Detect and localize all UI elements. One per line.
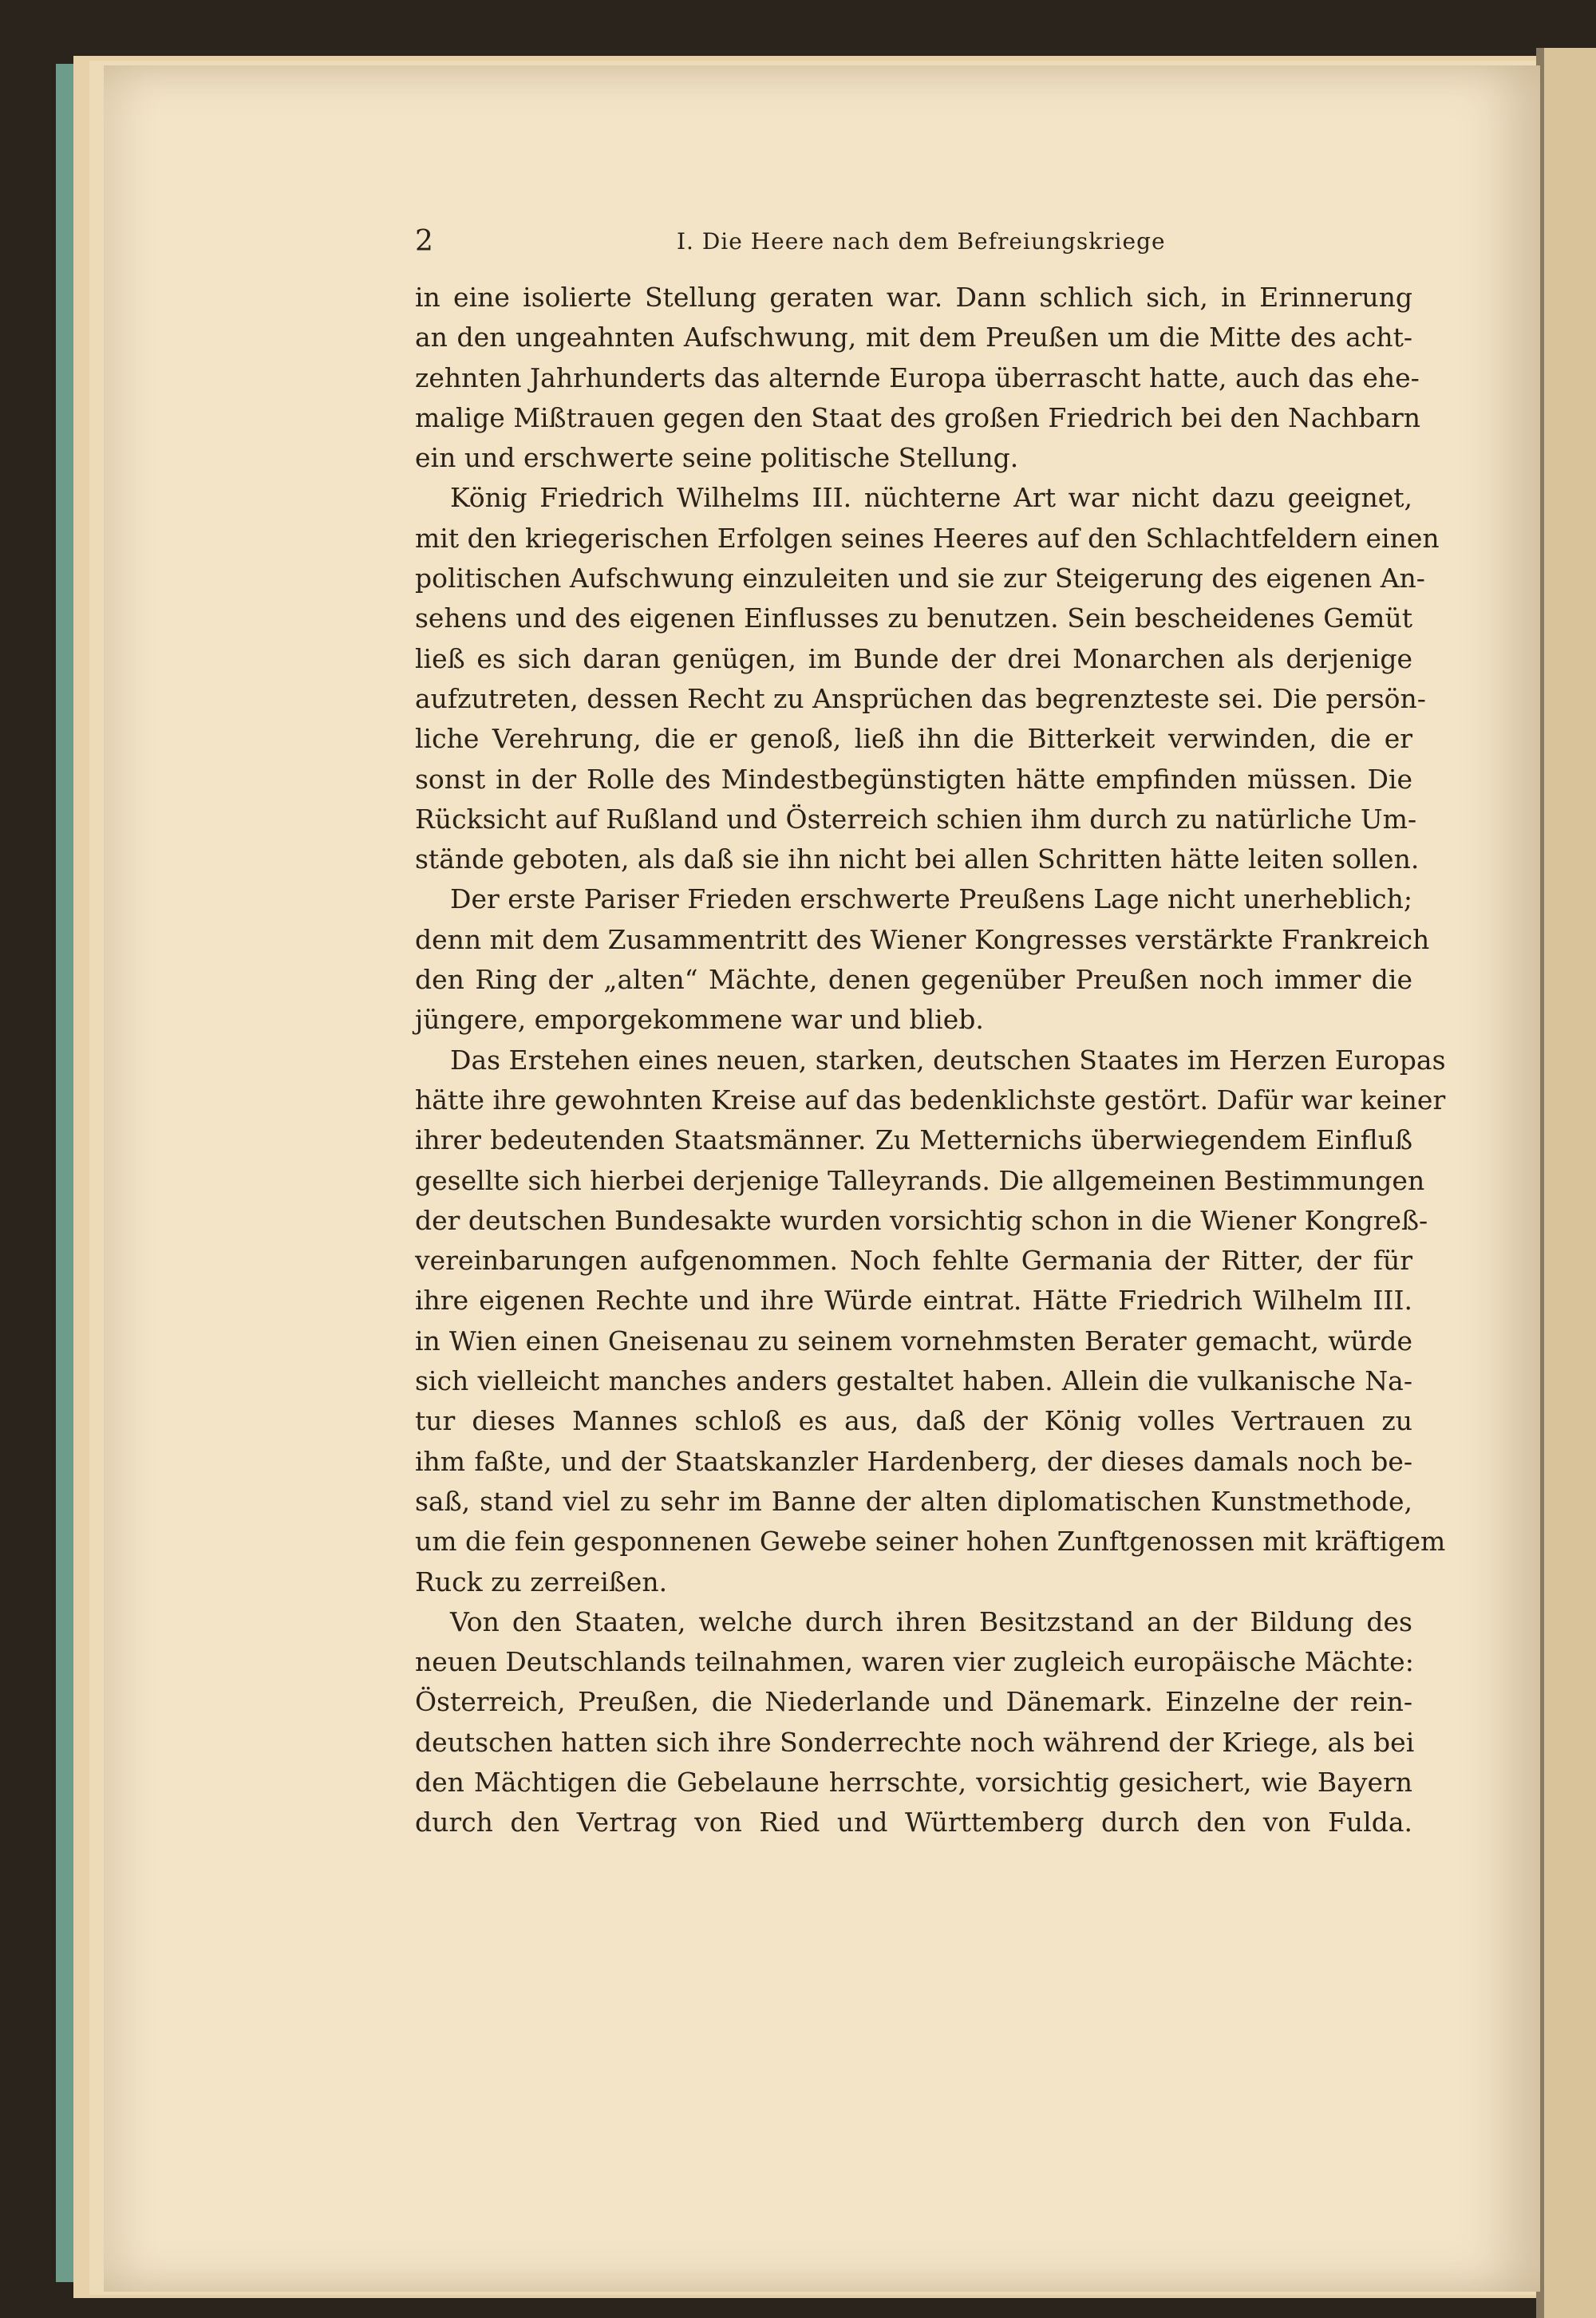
text-line: tur dieses Mannes schloß es aus, daß der König volles Vertrauen zu: [415, 1405, 1412, 1437]
text-line: Von den Staaten, welche durch ihren Besitzstand an der Bildung des: [450, 1605, 1412, 1637]
text-line: neuen Deutschlands teilnahmen, waren vier zugleich europäische Mächte:: [415, 1646, 1414, 1678]
text-line: in Wien einen Gneisenau zu seinem vornehmsten Berater gemacht, würde: [415, 1325, 1412, 1356]
text-line: liche Verehrung, die er genoß, ließ ihn die Bitterkeit verwinden, die er: [415, 723, 1412, 755]
text-line: sonst in der Rolle des Mindestbegünstigten hätte empfinden müssen. Die: [415, 763, 1412, 795]
text-line: der deutschen Bundesakte wurden vorsichtig schon in die Wiener Kongreß-: [415, 1204, 1428, 1236]
page-number: 2: [415, 225, 433, 258]
text-line: Rücksicht auf Rußland und Österreich schien ihm durch zu natürliche Um-: [415, 803, 1417, 835]
text-line: mit den kriegerischen Erfolgen seines Heeres auf den Schlachtfeldern einen: [415, 522, 1440, 554]
text-line: den Mächtigen die Gebelaune herrschte, vorsichtig gesichert, wie Bayern: [415, 1766, 1412, 1798]
page-header: [0, 225, 1596, 257]
text-line: aufzutreten, dessen Recht zu Ansprüchen das begrenzteste sei. Die persön-: [415, 682, 1426, 714]
text-line: hätte ihre gewohnten Kreise auf das bedenklichste gestört. Dafür war keiner: [415, 1084, 1446, 1116]
text-line: um die fein gesponnenen Gewebe seiner hohen Zunftgenossen mit kräftigem: [415, 1526, 1446, 1558]
text-line: politischen Aufschwung einzuleiten und sie zur Steigerung des eigenen An-: [415, 563, 1425, 594]
text-line: ihm faßte, und der Staatskanzler Hardenberg, der dieses damals noch be-: [415, 1445, 1412, 1477]
right-facing-page: [1540, 48, 1596, 2318]
text-line: Österreich, Preußen, die Niederlande und Dänemark. Einzelne der rein-: [415, 1686, 1412, 1718]
text-line: Ruck zu zerreißen.: [415, 1566, 668, 1597]
text-line: denn mit dem Zusammentritt des Wiener Kongresses verstärkte Frankreich: [415, 923, 1430, 955]
text-line: an den ungeahnten Aufschwung, mit dem Preußen um die Mitte des acht-: [415, 322, 1412, 353]
text-line: ließ es sich daran genügen, im Bunde der drei Monarchen als derjenige: [415, 642, 1412, 674]
text-line: Der erste Pariser Frieden erschwerte Preußens Lage nicht unerheblich;: [450, 883, 1412, 915]
text-line: vereinbarungen aufgenommen. Noch fehlte Germania der Ritter, der für: [415, 1245, 1412, 1277]
text-line: jüngere, emporgekommene war und blieb.: [415, 1004, 984, 1036]
text-line: in eine isolierte Stellung geraten war. Dann schlich sich, in Erinnerung: [415, 282, 1412, 313]
text-line: deutschen hatten sich ihre Sonderrechte noch während der Kriege, als bei: [415, 1726, 1415, 1758]
text-line: ihrer bedeutenden Staatsmänner. Zu Metternichs überwiegendem Einfluß: [415, 1124, 1412, 1156]
text-line: malige Mißtrauen gegen den Staat des großen Friedrich bei den Nachbarn: [415, 401, 1421, 433]
text-line: zehnten Jahrhunderts das alternde Europa überrascht hatte, auch das ehe-: [415, 361, 1420, 393]
text-line: gesellte sich hierbei derjenige Talleyrands. Die allgemeinen Bestimmungen: [415, 1164, 1425, 1196]
text-line: durch den Vertrag von Ried und Württemberg durch den von Fulda.: [415, 1807, 1412, 1838]
text-line: König Friedrich Wilhelms III. nüchterne Art war nicht dazu geeignet,: [450, 482, 1412, 514]
text-line: sehens und des eigenen Einflusses zu benutzen. Sein bescheidenes Gemüt: [415, 602, 1412, 634]
text-line: saß, stand viel zu sehr im Banne der alten diplomatischen Kunstmethode,: [415, 1485, 1412, 1517]
text-line: stände geboten, als daß sie ihn nicht bei allen Schritten hätte leiten sollen.: [415, 843, 1420, 875]
text-line: den Ring der „alten“ Mächte, denen gegenüber Preußen noch immer die: [415, 964, 1412, 996]
running-head: I. Die Heere nach dem Befreiungskriege: [677, 228, 1166, 255]
text-line: ihre eigenen Rechte und ihre Würde eintrat. Hätte Friedrich Wilhelm III.: [415, 1285, 1412, 1317]
text-line: ein und erschwerte seine politische Stellung.: [415, 442, 1019, 474]
text-line: sich vielleicht manches anders gestaltet haben. Allein die vulkanische Na-: [415, 1365, 1412, 1397]
body-text: [415, 278, 1446, 1843]
text-line: Das Erstehen eines neuen, starken, deutschen Staates im Herzen Europas: [450, 1044, 1446, 1076]
